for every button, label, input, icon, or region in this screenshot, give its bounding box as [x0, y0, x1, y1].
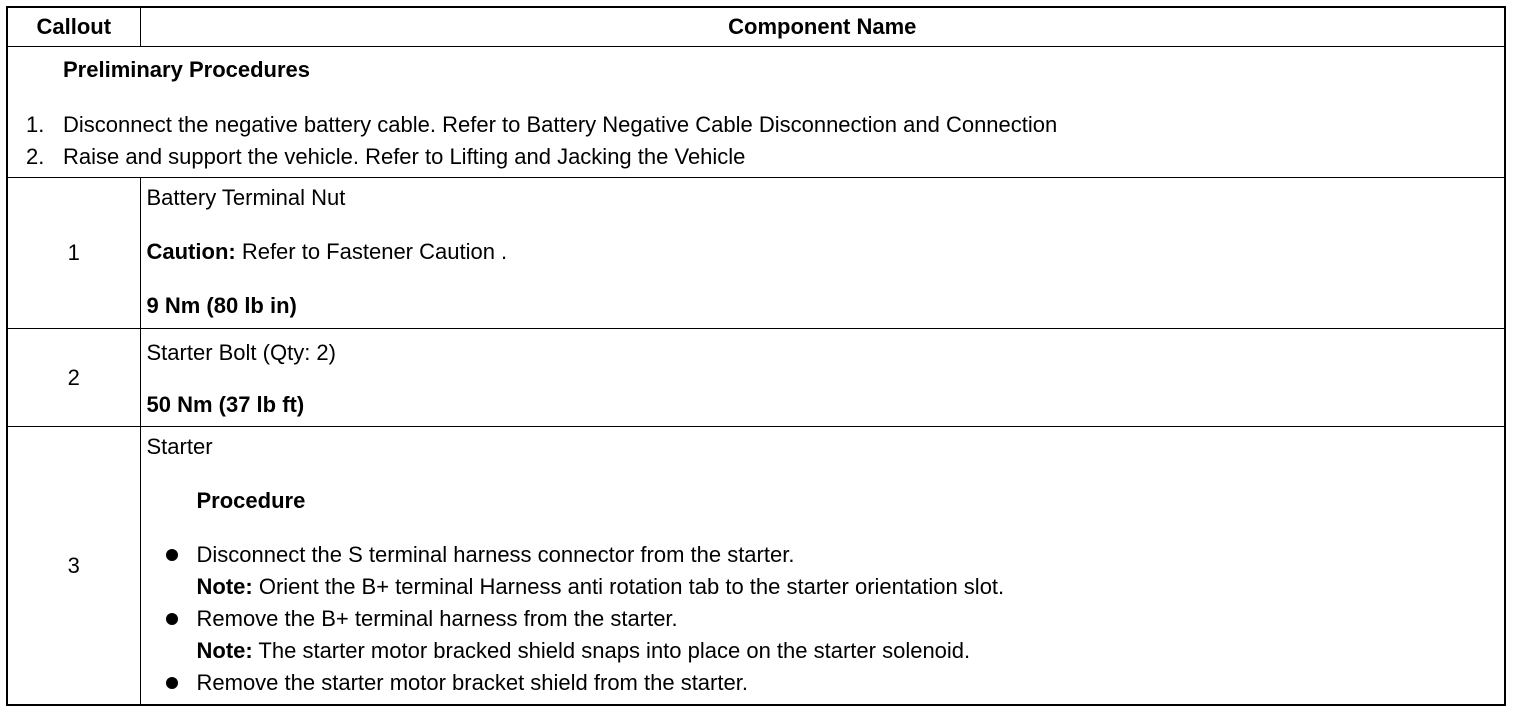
- note-text: Orient the B+ terminal Harness anti rotation tab to the starter orientation slot.: [252, 574, 1005, 599]
- procedure-table: [8, 8, 1504, 704]
- torque-spec: 9 Nm (80 lb in): [146, 293, 297, 318]
- bullet-icon: [166, 677, 178, 689]
- procedure-table-frame: [6, 6, 1506, 706]
- note-line: [197, 635, 1505, 667]
- table-row: [8, 427, 1504, 705]
- component-name: Starter: [146, 434, 213, 459]
- procedure-title: Procedure: [196, 488, 306, 513]
- callout-header: Callout: [8, 8, 140, 47]
- step-text: Disconnect the negative battery cable. Refer to Battery Negative Cable Disconnection and Connection: [63, 112, 1058, 137]
- bullet-icon: [166, 549, 178, 561]
- preliminary-steps: [8, 109, 1504, 173]
- note-line: [197, 571, 1505, 603]
- note-text: The starter motor bracked shield snaps into place on the starter solenoid.: [252, 638, 971, 663]
- component-name-header: Component Name: [140, 8, 1504, 47]
- torque-spec: 50 Nm (37 lb ft): [146, 392, 305, 417]
- list-item: [8, 141, 1504, 173]
- component-cell: [140, 427, 1504, 705]
- list-item: [8, 109, 1504, 141]
- step-text: Raise and support the vehicle. Refer to Lifting and Jacking the Vehicle: [63, 144, 746, 169]
- step-number: 1.: [26, 112, 45, 137]
- preliminary-title: Preliminary Procedures: [63, 57, 311, 82]
- procedure-bullets: [147, 539, 1505, 699]
- bullet-text: Remove the starter motor bracket shield from the starter.: [196, 670, 748, 695]
- step-number: 2.: [26, 144, 45, 169]
- bullet-icon: [166, 613, 178, 625]
- component-name: Battery Terminal Nut: [146, 185, 346, 210]
- callout-number: 2: [8, 329, 140, 427]
- callout-number: 3: [8, 427, 140, 705]
- caution-label: Caution:: [146, 239, 236, 264]
- caution-line: [147, 238, 1505, 266]
- list-item: [147, 667, 1505, 699]
- note-label: Note:: [196, 574, 253, 599]
- note-label: Note:: [196, 638, 253, 663]
- caution-text: Refer to Fastener Caution .: [235, 239, 508, 264]
- table-row: [8, 178, 1504, 329]
- list-item: [147, 603, 1505, 667]
- bullet-text: Disconnect the S terminal harness connector from the starter.: [196, 542, 795, 567]
- list-item: [147, 539, 1505, 603]
- table-header-row: [8, 8, 1504, 47]
- component-name: Starter Bolt (Qty: 2): [146, 340, 336, 365]
- preliminary-row: [8, 47, 1504, 178]
- bullet-text: Remove the B+ terminal harness from the starter.: [196, 606, 678, 631]
- component-cell: [140, 329, 1504, 427]
- preliminary-procedures: [8, 47, 1504, 178]
- callout-number: 1: [8, 178, 140, 329]
- component-cell: [140, 178, 1504, 329]
- table-row: [8, 329, 1504, 427]
